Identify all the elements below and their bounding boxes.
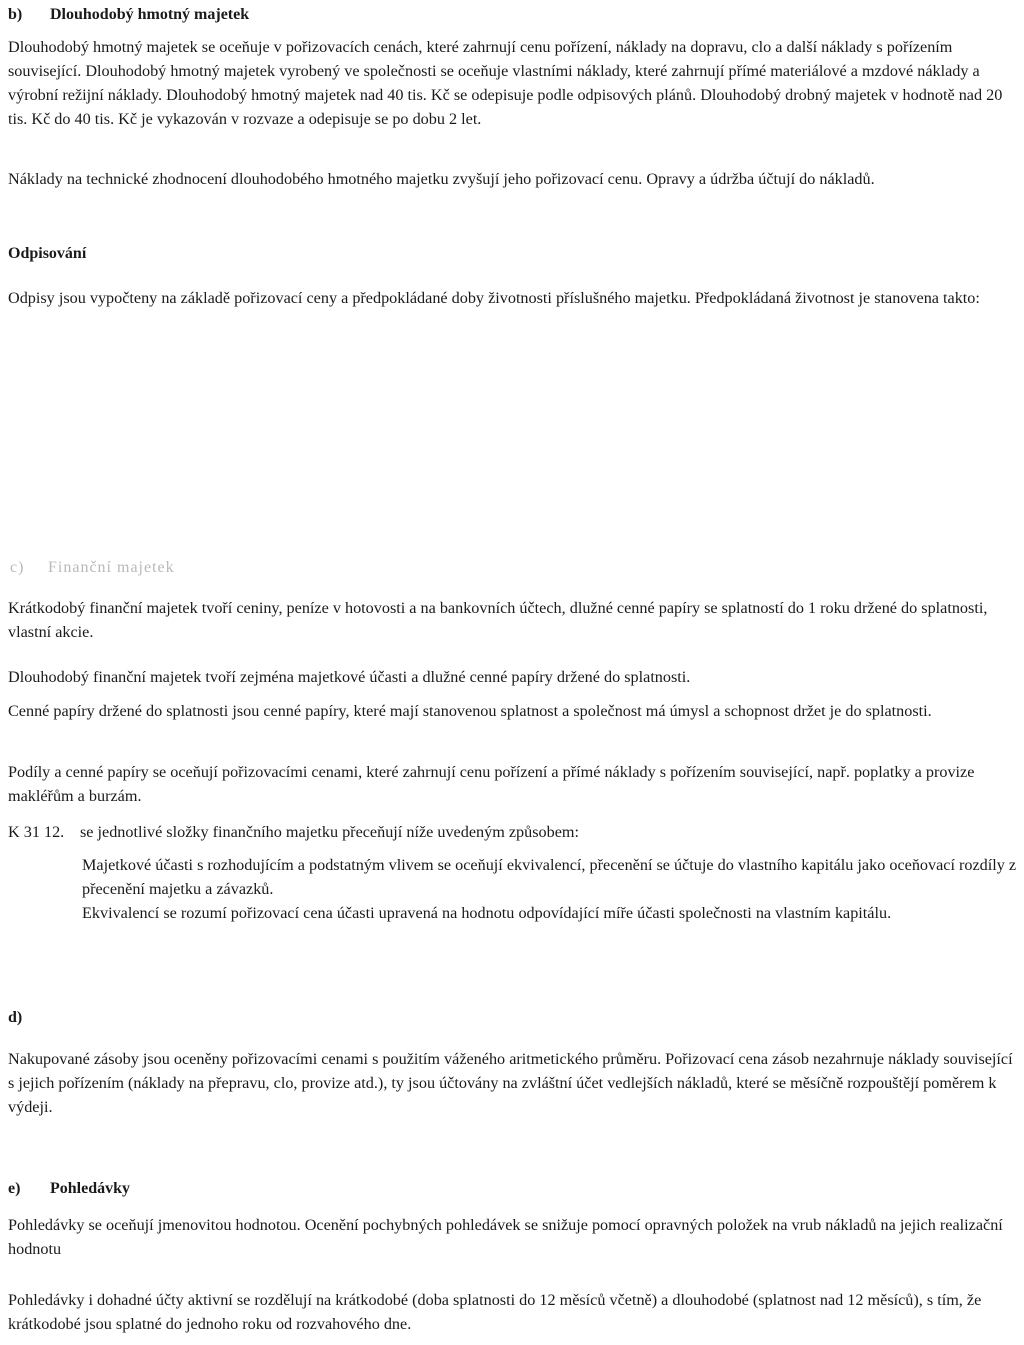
- section-c-paragraph-1: Krátkodobý finanční majetek tvoří ceniny, peníze v hotovosti a na bankovních účtech, dlužné cenné papíry se splatností do 1 roku držené do splatnosti, vlastní akcie.: [8, 599, 988, 641]
- section-e-heading: [8, 1178, 130, 1200]
- section-c-paragraph-3: Cenné papíry držené do splatnosti jsou cenné papíry, které mají stanovenou splatnost a společnost má úmysl a schopnost držet je do splatnosti.: [8, 702, 932, 720]
- section-c-date-prefix: K 31 12.: [8, 823, 65, 841]
- odpisovani-heading: Odpisování: [8, 245, 87, 262]
- section-e-paragraph-2: Pohledávky i dohadné účty aktivní se rozdělují na krátkodobé (doba splatnosti do 12 měsíců včetně) a dlouhodobé (splatnost nad 12 měsíců), s tím, že krátkodobé jsou splatné do jednoho roku od rozvahového dne.: [8, 1291, 982, 1333]
- section-c-paragraph-4: Podíly a cenné papíry se oceňují pořizovacími cenami, které zahrnují cenu pořízení a přímé náklady s pořízením související, např. poplatky a provize makléřům a burzám.: [8, 763, 975, 805]
- section-c-revaluation-text: se jednotlivé složky finančního majetku přeceňují níže uvedeným způsobem:: [80, 823, 579, 841]
- section-b-paragraph-2: Náklady na technické zhodnocení dlouhodobého hmotného majetku zvyšují jeho pořizovací cenu. Opravy a údržba účtují do nákladů.: [8, 170, 875, 188]
- section-b-paragraph-1: Dlouhodobý hmotný majetek se oceňuje v pořizovacích cenách, které zahrnují cenu pořízení, náklady na dopravu, clo a další náklady s pořízením související. Dlouhodobý hmotný majetek vyrobený ve společnosti se oceňuje vlastními náklady, které zahrnují přímé materiálové a mzdové náklady a výrobní režijní náklady. Dlouhodobý hmotný majetek nad 40 tis. Kč se odepisuje podle odpisových plánů. Dlouhodobý drobný majetek v hodnotě nad 20 tis. Kč do 40 tis. Kč je vykazován v rozvaze a odepisuje se po dobu 2 let.: [8, 38, 1003, 128]
- section-e-title: Pohledávky: [50, 1180, 131, 1197]
- section-c-revaluation-line: [8, 820, 1018, 844]
- section-d-letter: d): [8, 1009, 23, 1026]
- section-c-heading: [10, 557, 175, 579]
- section-b-title: Dlouhodobý hmotný majetek: [50, 6, 250, 23]
- odpisovani-paragraph: Odpisy jsou vypočteny na základě pořizovací ceny a předpokládané doby životnosti příslušného majetku. Předpokládaná životnost je stanovena takto:: [8, 289, 980, 307]
- section-e-paragraph-1: Pohledávky se oceňují jmenovitou hodnotou. Ocenění pochybných pohledávek se snižuje pomocí opravných položek na vrub nákladů na jejich realizační hodnotu: [8, 1216, 1003, 1258]
- section-c-indent-paragraph-1: Majetkové účasti s rozhodujícím a podstatným vlivem se oceňují ekvivalencí, přecenění se účtuje do vlastního kapitálu jako oceňovací rozdíly z přecenění majetku a závazků.: [82, 856, 1017, 898]
- section-b-letter: b): [8, 6, 23, 23]
- section-d-heading: [8, 1007, 50, 1029]
- section-c-indent-paragraph-2: Ekvivalencí se rozumí pořizovací cena účasti upravená na hodnotu odpovídající míře účasti společnosti na vlastním kapitálu.: [82, 904, 892, 922]
- section-c-title: Finanční majetek: [48, 559, 175, 576]
- section-c-paragraph-2: Dlouhodobý finanční majetek tvoří zejména majetkové účasti a dlužné cenné papíry držené do splatnosti.: [8, 668, 691, 686]
- section-c-letter: c): [10, 559, 25, 576]
- section-e-letter: e): [8, 1180, 21, 1197]
- section-d-paragraph: Nakupované zásoby jsou oceněny pořizovacími cenami s použitím váženého aritmetického průměru. Pořizovací cena zásob nezahrnuje náklady související s jejich pořízením (náklady na přepravu, clo, provize atd.), ty jsou účtovány na zvláštní účet vedlejších nákladů, které se měsíčně rozpouštějí poměrem k výdeji.: [8, 1050, 1013, 1116]
- section-b-heading: [8, 4, 249, 26]
